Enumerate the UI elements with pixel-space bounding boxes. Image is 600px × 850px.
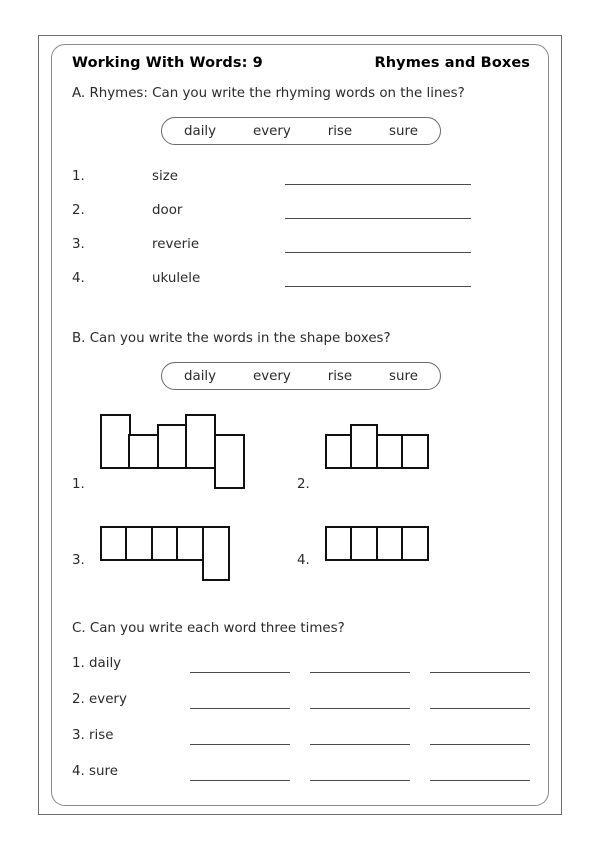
shape-cell-letter[interactable] — [157, 424, 188, 469]
practice-line[interactable] — [430, 708, 530, 709]
shape-cell-letter[interactable] — [325, 434, 353, 469]
practice-line[interactable] — [190, 780, 290, 781]
rhyme-answer-line[interactable] — [285, 286, 471, 287]
practice-line[interactable] — [430, 672, 530, 673]
practice-word-label: 2. every — [72, 692, 127, 707]
practice-word-label: 1. daily — [72, 656, 122, 671]
shape-number: 3. — [72, 553, 85, 568]
rhyme-number: 1. — [72, 169, 85, 184]
shape-box-group-3 — [72, 526, 272, 606]
shape-cell-letter[interactable] — [401, 526, 429, 561]
shape-cell-letter[interactable] — [151, 526, 179, 561]
word-bank-word: daily — [184, 123, 217, 139]
shape-cell-letter[interactable] — [125, 526, 153, 561]
section-c-prompt: C. Can you write each word three times? — [72, 621, 345, 636]
shape-number: 1. — [72, 477, 85, 492]
word-bank-word: rise — [327, 123, 353, 139]
word-shape-sure[interactable] — [325, 526, 429, 561]
word-bank-word: sure — [389, 123, 418, 139]
practice-line[interactable] — [190, 744, 290, 745]
shape-cell-letter[interactable] — [376, 526, 404, 561]
practice-word-label: 4. sure — [72, 764, 118, 779]
shape-cell-letter[interactable] — [185, 414, 216, 469]
practice-line[interactable] — [310, 744, 410, 745]
shape-cell-letter[interactable] — [350, 424, 378, 469]
rhyme-word: size — [152, 169, 178, 184]
practice-line[interactable] — [190, 708, 290, 709]
practice-row — [72, 656, 530, 678]
rhyme-answer-line[interactable] — [285, 184, 471, 185]
shape-cell-letter[interactable] — [376, 434, 404, 469]
worksheet-subject: Rhymes and Boxes — [374, 55, 530, 71]
rhyme-row — [72, 169, 512, 191]
worksheet-header — [72, 55, 530, 71]
word-bank-word: rise — [327, 368, 353, 384]
shape-cell-letter[interactable] — [100, 414, 131, 469]
practice-line[interactable] — [310, 780, 410, 781]
rhyme-word: ukulele — [152, 271, 201, 286]
rhyme-row — [72, 271, 512, 293]
word-shape-daily[interactable] — [100, 414, 245, 489]
section-a-prompt: A. Rhymes: Can you write the rhyming words on the lines? — [72, 86, 465, 101]
shape-box-group-4 — [297, 526, 497, 606]
practice-lines — [190, 708, 530, 709]
shape-cell-letter[interactable] — [100, 526, 128, 561]
shape-cell-letter[interactable] — [176, 526, 204, 561]
shape-cell-letter[interactable] — [401, 434, 429, 469]
practice-lines — [190, 780, 530, 781]
practice-row — [72, 764, 530, 786]
shape-cell-letter[interactable] — [350, 526, 378, 561]
rhyme-row — [72, 203, 512, 225]
rhyme-number: 2. — [72, 203, 85, 218]
rhyme-number: 4. — [72, 271, 85, 286]
practice-row — [72, 728, 530, 750]
rhyme-number: 3. — [72, 237, 85, 252]
practice-word-label: 3. rise — [72, 728, 114, 743]
word-bank-word: sure — [389, 368, 418, 384]
shape-cell-letter[interactable] — [214, 434, 245, 489]
practice-line[interactable] — [430, 780, 530, 781]
rhyme-word: door — [152, 203, 183, 218]
word-shape-every[interactable] — [100, 526, 230, 581]
practice-line[interactable] — [310, 708, 410, 709]
section-b-prompt: B. Can you write the words in the shape boxes? — [72, 331, 391, 346]
shape-box-group-2 — [297, 414, 497, 504]
section-a-word-bank — [161, 117, 441, 145]
rhyme-row — [72, 237, 512, 259]
word-shape-rise[interactable] — [325, 414, 429, 469]
word-bank-word: every — [252, 368, 291, 384]
practice-line[interactable] — [430, 744, 530, 745]
practice-row — [72, 692, 530, 714]
practice-line[interactable] — [190, 672, 290, 673]
practice-lines — [190, 672, 530, 673]
rhyme-answer-line[interactable] — [285, 218, 471, 219]
page-title: Working With Words: 9 — [72, 55, 263, 71]
shape-cell-letter[interactable] — [325, 526, 353, 561]
section-b-word-bank — [161, 362, 441, 390]
shape-number: 2. — [297, 477, 310, 492]
shape-cell-letter[interactable] — [202, 526, 230, 581]
practice-line[interactable] — [310, 672, 410, 673]
practice-lines — [190, 744, 530, 745]
word-bank-word: every — [252, 123, 291, 139]
shape-box-group-1 — [72, 414, 272, 504]
rhyme-word: reverie — [152, 237, 200, 252]
worksheet-content — [51, 44, 549, 806]
shape-number: 4. — [297, 553, 310, 568]
word-bank-word: daily — [184, 368, 217, 384]
rhyme-answer-line[interactable] — [285, 252, 471, 253]
shape-cell-letter[interactable] — [128, 434, 159, 469]
